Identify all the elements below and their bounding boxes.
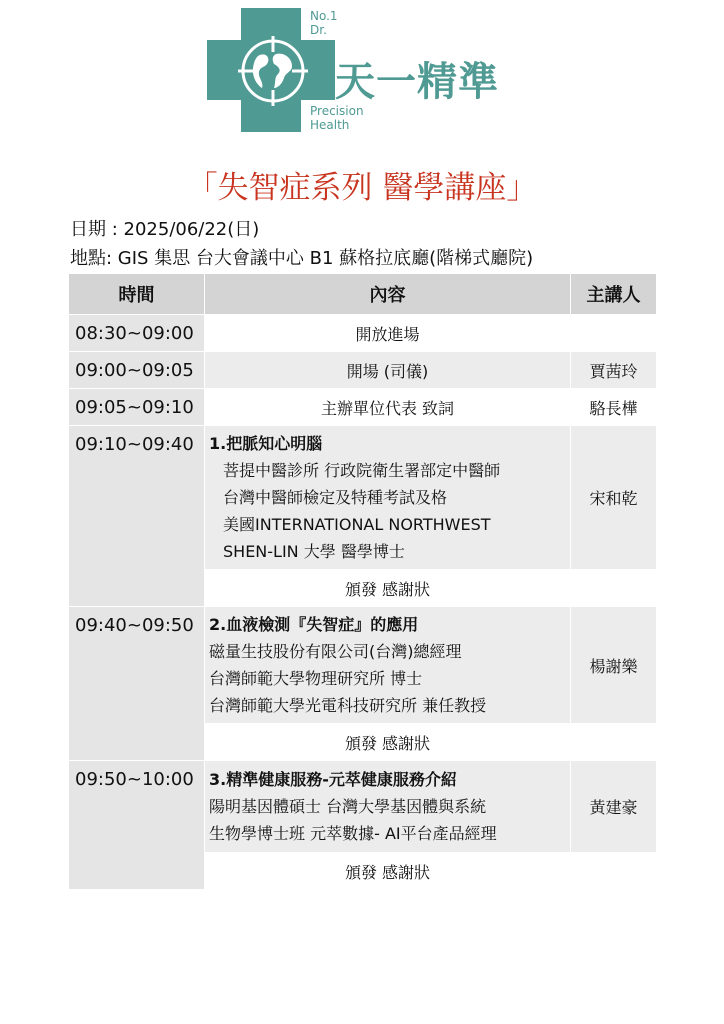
table-row xyxy=(69,607,657,724)
header-speaker: 主講人 xyxy=(571,274,657,315)
speaker-credential: 菩提中醫診所 行政院衛生署部定中醫師 xyxy=(223,461,501,480)
row-speaker xyxy=(571,315,657,352)
table-row xyxy=(69,426,657,570)
header-time: 時間 xyxy=(69,274,205,315)
page-title: 「失智症系列 醫學講座」 xyxy=(186,170,538,206)
speaker-credential: 台灣師範大學物理研究所 博士 xyxy=(209,669,423,688)
logo-text-dr: Dr. xyxy=(310,23,327,37)
award-certificate: 頒發 感謝狀 xyxy=(205,724,571,761)
logo-brand-name: 天一精準 xyxy=(335,59,499,105)
row-content: 主辦單位代表 致詞 xyxy=(205,389,571,426)
award-certificate: 頒發 感謝狀 xyxy=(205,570,571,607)
globe-icon xyxy=(234,32,312,110)
row-time: 09:05~09:10 xyxy=(69,389,205,426)
award-certificate: 頒發 感謝狀 xyxy=(205,853,571,890)
row-time: 09:50~10:00 xyxy=(69,761,205,890)
row-content xyxy=(205,426,571,570)
table-row xyxy=(69,389,657,426)
talk-title: 2.血液檢測『失智症』的應用 xyxy=(209,615,419,634)
row-content: 開場 (司儀) xyxy=(205,352,571,389)
row-speaker: 賈茜玲 xyxy=(571,352,657,389)
row-speaker-empty xyxy=(571,853,657,890)
talk-title: 1.把脈知心明腦 xyxy=(209,434,323,453)
row-speaker: 黃建豪 xyxy=(571,761,657,853)
row-content xyxy=(205,607,571,724)
row-content: 開放進場 xyxy=(205,315,571,352)
row-time: 09:40~09:50 xyxy=(69,607,205,761)
speaker-credential: 陽明基因體碩士 台灣大學基因體與系統 xyxy=(209,797,487,816)
speaker-credential: SHEN-LIN 大學 醫學博士 xyxy=(223,542,405,561)
table-row xyxy=(69,315,657,352)
talk-title: 3.精準健康服務-元萃健康服務介紹 xyxy=(209,770,457,789)
row-speaker: 宋和乾 xyxy=(571,426,657,570)
row-time: 09:00~09:05 xyxy=(69,352,205,389)
speaker-credential: 台灣中醫師檢定及特種考試及格 xyxy=(223,488,448,507)
row-speaker: 楊謝樂 xyxy=(571,607,657,724)
speaker-credential: 磁量生技股份有限公司(台灣)總經理 xyxy=(209,642,462,661)
row-content xyxy=(205,761,571,853)
row-time: 09:10~09:40 xyxy=(69,426,205,607)
logo-text-health: Health xyxy=(310,118,350,132)
speaker-credential: 美國INTERNATIONAL NORTHWEST xyxy=(223,515,491,534)
table-row xyxy=(69,352,657,389)
logo-text-no1: No.1 xyxy=(310,9,338,23)
row-speaker: 駱長樺 xyxy=(571,389,657,426)
row-speaker-empty xyxy=(571,724,657,761)
speaker-credential: 生物學博士班 元萃數據- AI平台產品經理 xyxy=(209,824,497,843)
schedule-table xyxy=(68,273,657,890)
event-location: 地點: GIS 集思 台大會議中心 B1 蘇格拉底廳(階梯式廳院) xyxy=(70,248,534,269)
event-date: 日期 : 2025/06/22(日) xyxy=(70,219,260,240)
table-header-row xyxy=(69,274,657,315)
header-content: 內容 xyxy=(205,274,571,315)
speaker-credential: 台灣師範大學光電科技研究所 兼任教授 xyxy=(209,696,487,715)
logo-text-precision: Precision xyxy=(310,104,364,118)
row-speaker-empty xyxy=(571,570,657,607)
row-time: 08:30~09:00 xyxy=(69,315,205,352)
logo xyxy=(207,8,527,138)
table-row xyxy=(69,761,657,853)
